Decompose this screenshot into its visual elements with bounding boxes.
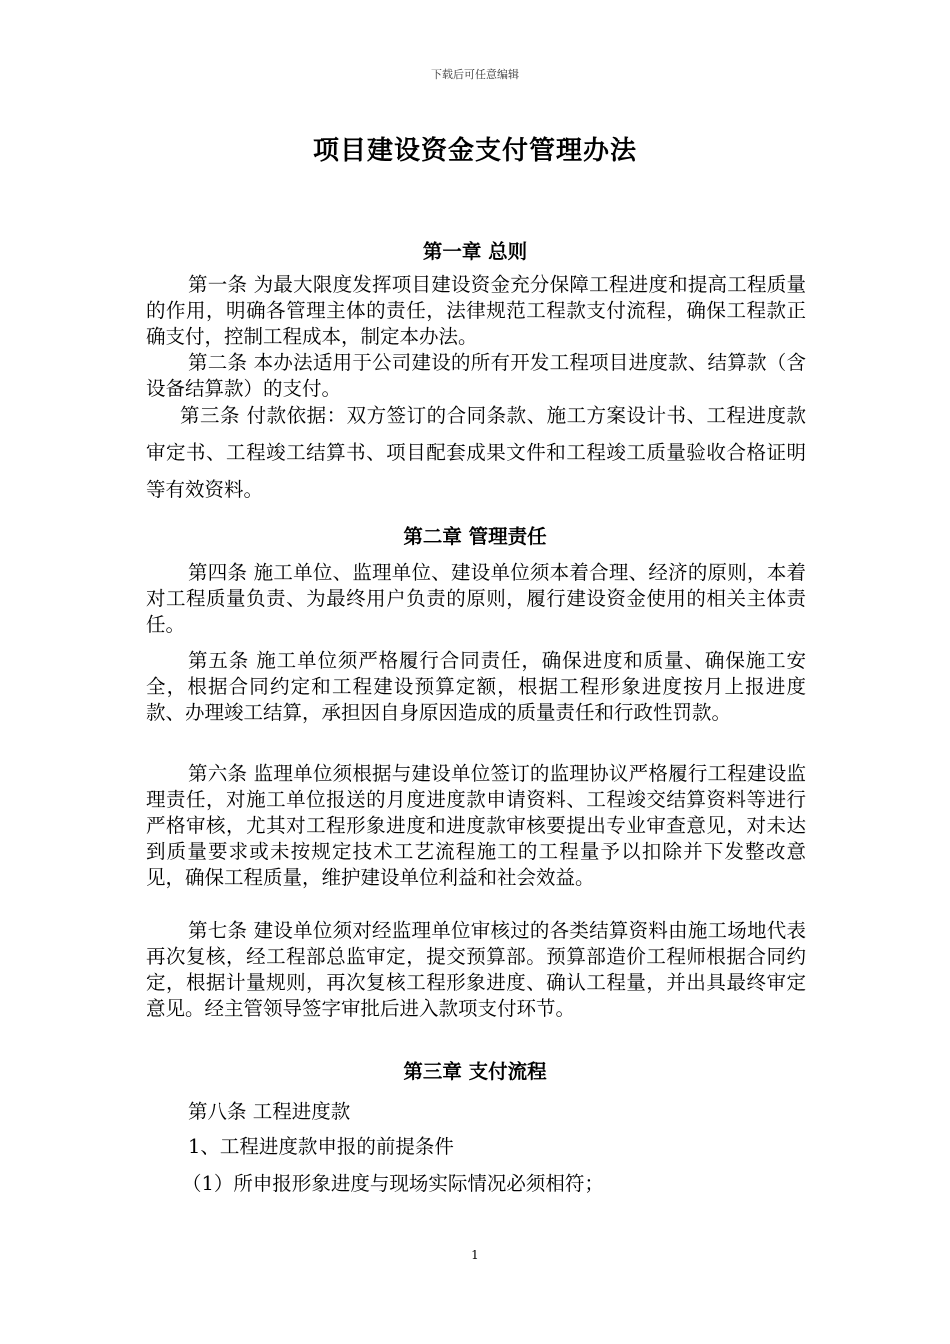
article-8: 第八条 工程进度款	[188, 1100, 351, 1123]
article-4: 第四条 施工单位、监理单位、建设单位须本着合理、经济的原则，本着对工程质量负责、为最终用户负责的原则，履行建设资金使用的相关主体责任。	[146, 561, 806, 636]
article-6: 第六条 监理单位须根据与建设单位签订的监理协议严格履行工程建设监理责任，对施工单位报送的月度进度款申请资料、工程竣交结算资料等进行严格审核，尤其对工程形象进度和进度款审核要提出专业审查意见，对未达到质量要求或未按规定技术工艺流程施工的工程量予以扣除并下发整改意见，确保工程质量，维护建设单位利益和社会效益。	[146, 762, 806, 889]
chapter-heading-3: 第三章 支付流程	[403, 1060, 547, 1083]
article-7: 第七条 建设单位须对经监理单位审核过的各类结算资料由施工场地代表再次复核，经工程部总监审定，提交预算部。预算部造价工程师根据合同约定，根据计量规则，再次复核工程形象进度、确认工程量，并出具最终审定意见。经主管领导签字审批后进入款项支付环节。	[146, 919, 806, 1020]
list-item-1: 1、工程进度款申报的前提条件	[188, 1135, 454, 1158]
article-2: 第二条 本办法适用于公司建设的所有开发工程项目进度款、结算款（含设备结算款）的支付。	[146, 351, 806, 400]
list-item-1-1: （1）所申报形象进度与现场实际情况必须相符；	[182, 1172, 604, 1195]
article-3: 第三条 付款依据：双方签订的合同条款、施工方案设计书、工程进度款审定书、工程竣工结算书、项目配套成果文件和工程竣工质量验收合格证明等有效资料。	[146, 404, 806, 501]
article-5: 第五条 施工单位须严格履行合同责任，确保进度和质量、确保施工安全，根据合同约定和工程建设预算定额，根据工程形象进度按月上报进度款、办理竣工结算，承担因自身原因造成的质量责任和行政性罚款。	[146, 649, 806, 724]
article-1: 第一条 为最大限度发挥项目建设资金充分保障工程进度和提高工程质量的作用，明确各管理主体的责任，法律规范工程款支付流程，确保工程款正确支付，控制工程成本，制定本办法。	[146, 273, 806, 348]
page-number: 1	[471, 1248, 479, 1262]
chapter-heading-1: 第一章 总则	[422, 240, 528, 263]
header-note: 下载后可任意编辑	[431, 68, 519, 81]
chapter-heading-2: 第二章 管理责任	[403, 525, 547, 548]
document-title: 项目建设资金支付管理办法	[312, 136, 637, 166]
